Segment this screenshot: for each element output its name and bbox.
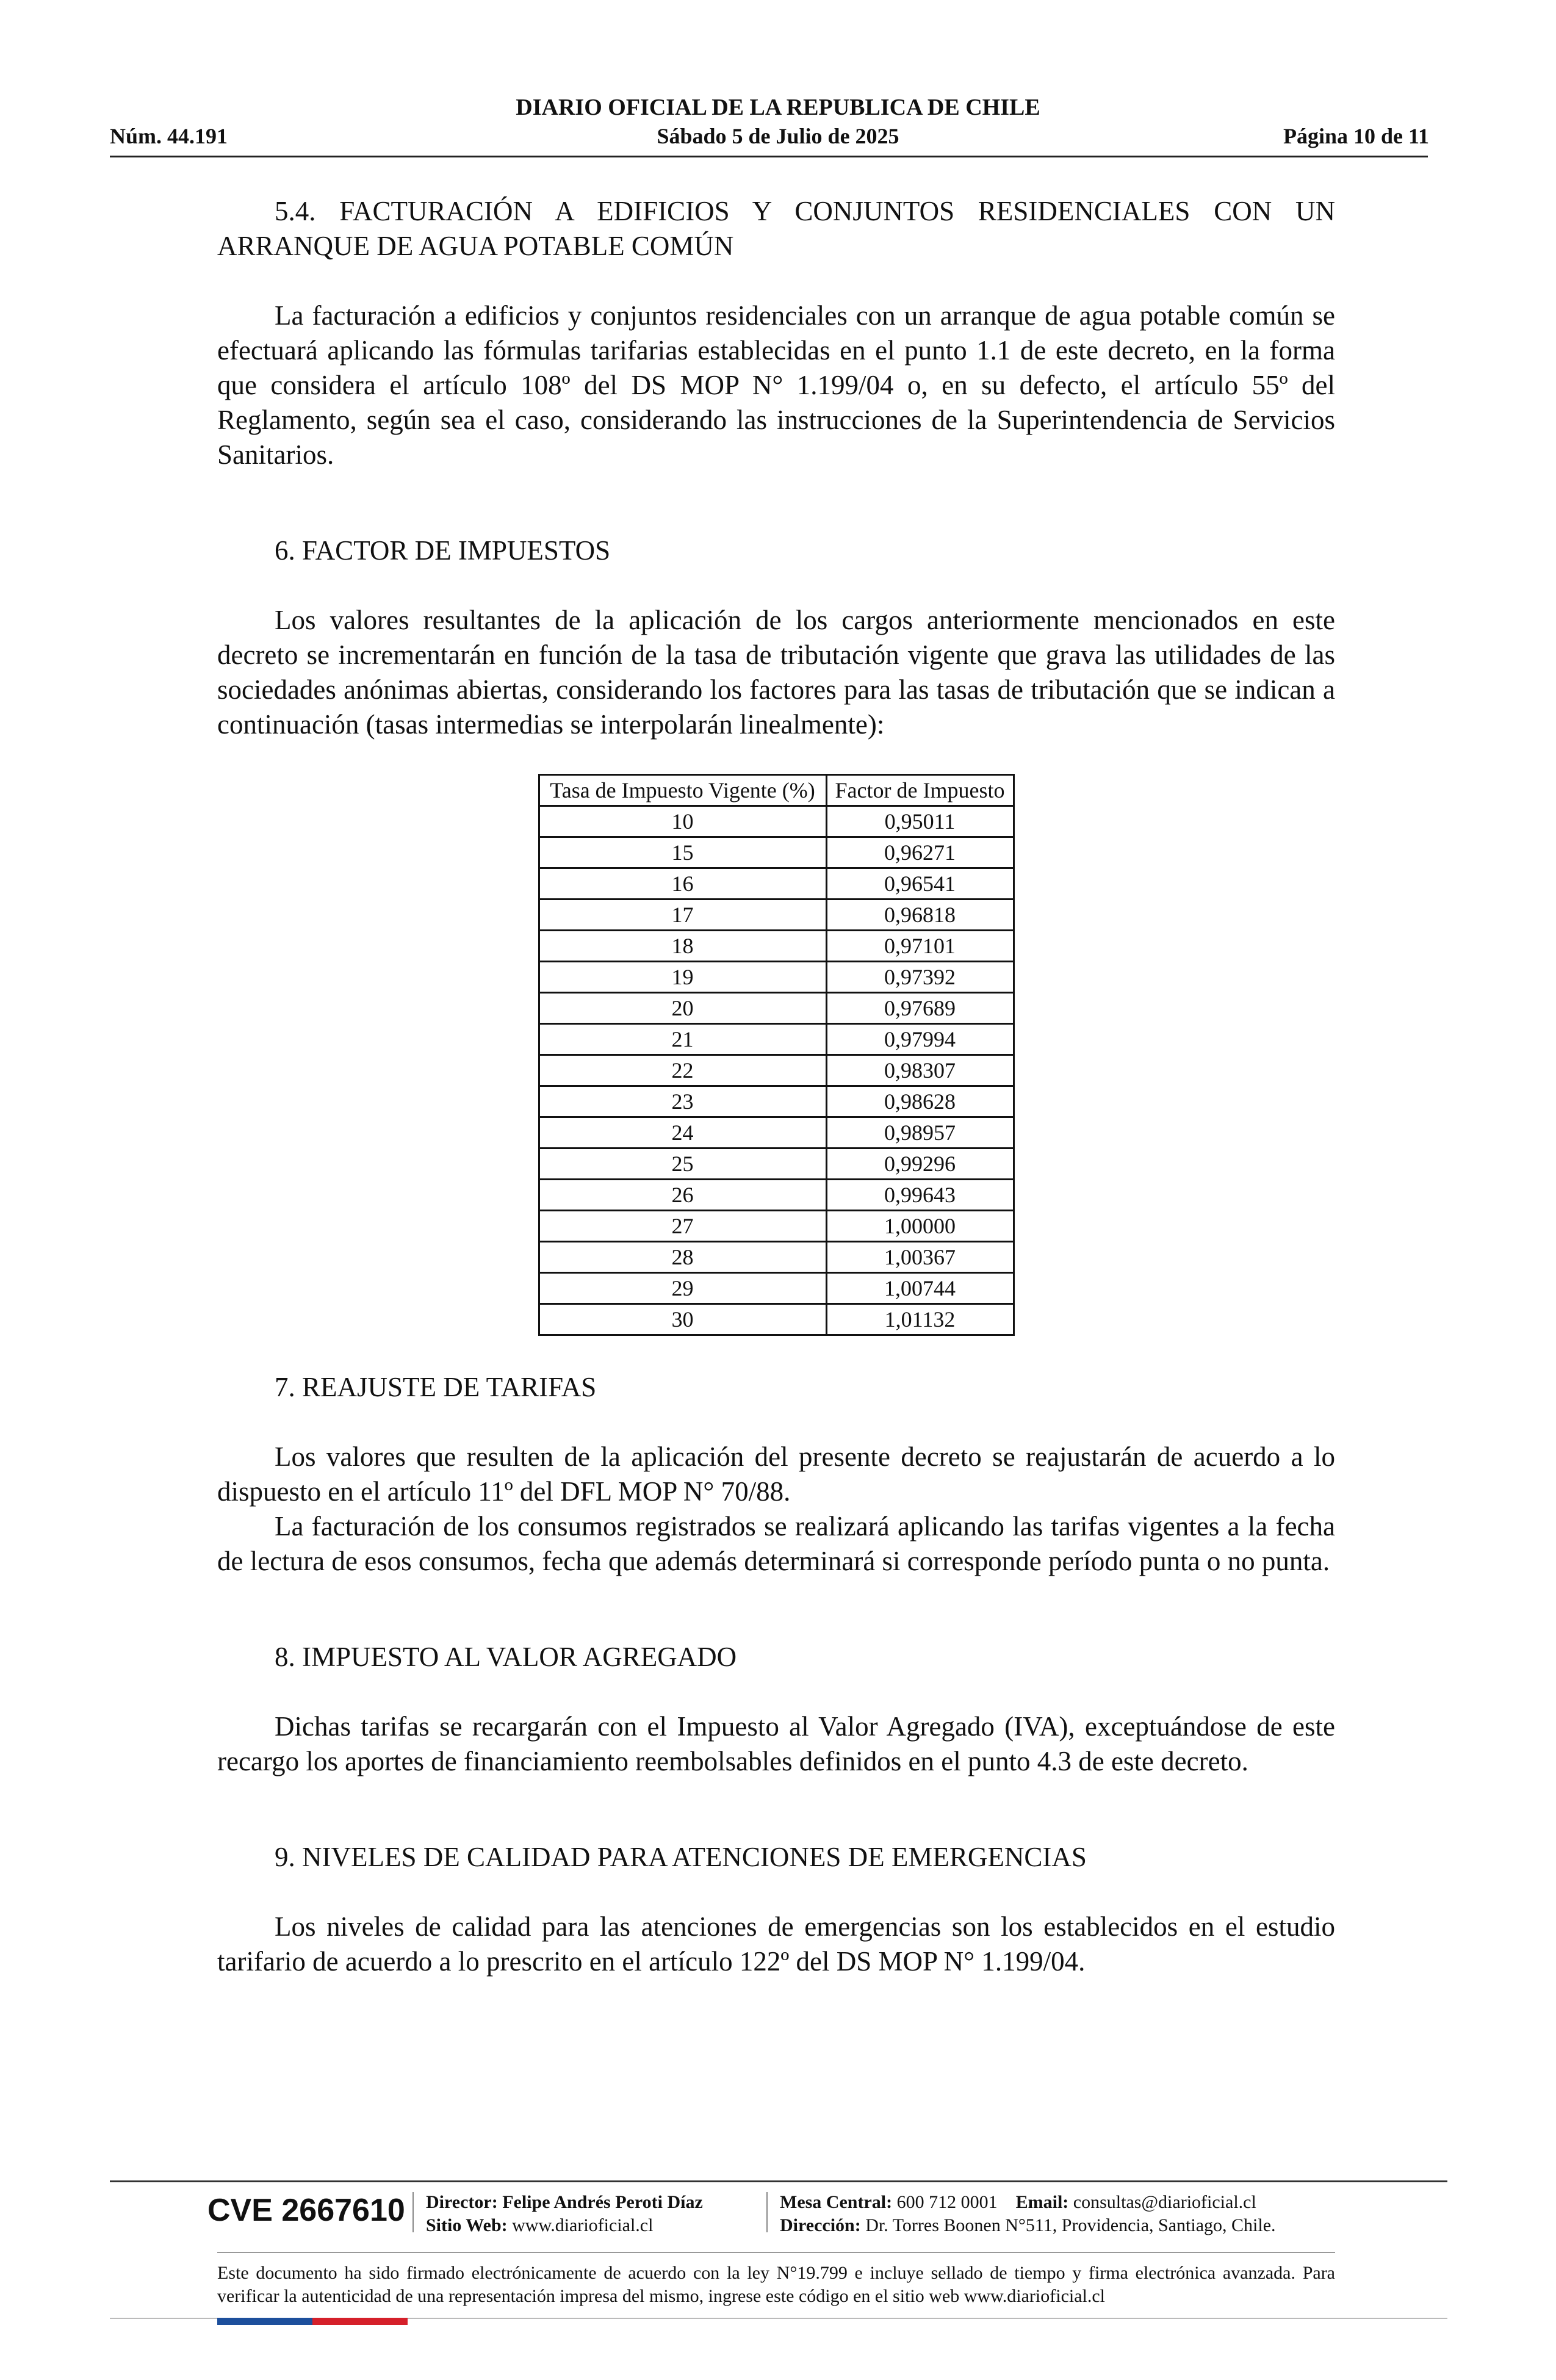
section-6-paragraph: Los valores resultantes de la aplicación de los cargos anteriormente mencionados en este decreto se incrementarán en función de la tasa de tributación vigente que grava las utilidades de las sociedades anónimas abiertas, considerando los factores para las tasas de tributación que se indican a continuación (tasas intermedias se interpolarán linealmente): — [217, 605, 1335, 740]
email-label: Email: — [1015, 2192, 1069, 2212]
rate-cell: 18 — [539, 931, 826, 962]
section-7-paragraph-1: Los valores que resulten de la aplicación del presente decreto se reajustarán de acuerdo a lo dispuesto en el artículo 11º del DFL MOP N° 70/88. — [217, 1441, 1335, 1507]
factor-cell: 1,00367 — [826, 1242, 1014, 1273]
table-row — [539, 1024, 1014, 1055]
table-row — [539, 837, 1014, 868]
section-9-paragraph: Los niveles de calidad para las atenciones de emergencias son los establecidos en el estudio tarifario de acuerdo a lo prescrito en el artículo 122º del DS MOP N° 1.199/04. — [217, 1911, 1335, 1977]
address-value: Dr. Torres Boonen N°511, Providencia, Santiago, Chile. — [865, 2215, 1276, 2235]
footer-director-block — [426, 2191, 703, 2237]
rate-cell: 23 — [539, 1086, 826, 1117]
rate-cell: 28 — [539, 1242, 826, 1273]
rate-cell: 22 — [539, 1055, 826, 1086]
email-link[interactable]: consultas@diarioficial.cl — [1073, 2192, 1256, 2212]
website-label: Sitio Web: — [426, 2215, 508, 2235]
factor-cell: 0,97689 — [826, 993, 1014, 1024]
factor-cell: 0,96271 — [826, 837, 1014, 868]
rate-cell: 30 — [539, 1304, 826, 1335]
table-row — [539, 1117, 1014, 1149]
factor-cell: 0,99296 — [826, 1149, 1014, 1180]
table-row — [539, 1086, 1014, 1117]
table-row — [539, 900, 1014, 931]
section-5-4-paragraph: La facturación a edificios y conjuntos residenciales con un arranque de agua potable común se efectuará aplicando las fórmulas tarifarias establecidas en el punto 1.1 de este decreto, en la forma que considera el artículo 108º del DS MOP N° 1.199/04 o, en su defecto, el artículo 55º del Reglamento, según sea el caso, considerando las instrucciones de la Superintendencia de Servicios Sanitarios. — [217, 300, 1335, 470]
factor-cell: 0,99643 — [826, 1180, 1014, 1211]
rate-cell: 19 — [539, 962, 826, 993]
director-name: Felipe Andrés Peroti Díaz — [502, 2192, 703, 2212]
section-9-heading: 9. NIVELES DE CALIDAD PARA ATENCIONES DE EMERGENCIAS — [275, 1842, 1087, 1872]
table-row — [539, 1055, 1014, 1086]
section-7-paragraph-2: La facturación de los consumos registrados se realizará aplicando las tarifas vigentes a la fecha de lectura de esos consumos, fecha que además determinará si corresponde período punta o no punta. — [217, 1511, 1335, 1576]
phone-number: 600 712 0001 — [896, 2192, 998, 2212]
factor-cell: 0,97101 — [826, 931, 1014, 962]
factor-cell: 0,97392 — [826, 962, 1014, 993]
table-row — [539, 962, 1014, 993]
table-row — [539, 993, 1014, 1024]
factor-cell: 0,98307 — [826, 1055, 1014, 1086]
rate-cell: 15 — [539, 837, 826, 868]
tax-factor-table-wrapper — [217, 774, 1335, 1336]
table-row — [539, 868, 1014, 900]
rate-cell: 16 — [539, 868, 826, 900]
table-row — [539, 931, 1014, 962]
flag-stripe-red — [312, 2318, 408, 2325]
section-8-heading: 8. IMPUESTO AL VALOR AGREGADO — [275, 1642, 737, 1672]
legal-notice: Este documento ha sido firmado electrónicamente de acuerdo con la ley N°19.799 e incluye sellado de tiempo y firma electrónica avanzada. Para verificar la autenticidad de una representación impresa del mismo, ingrese este código en el sitio web www.diarioficial.cl — [217, 2263, 1335, 2306]
tax-factor-table — [538, 774, 1015, 1336]
column-header-factor: Factor de Impuesto — [826, 775, 1014, 806]
newspaper-title: DIARIO OFICIAL DE LA REPUBLICA DE CHILE — [516, 95, 1040, 120]
footer-contact-block — [780, 2191, 1276, 2237]
issue-number: Núm. 44.191 — [110, 124, 228, 148]
issue-date: Sábado 5 de Julio de 2025 — [657, 124, 899, 148]
address-label: Dirección: — [780, 2215, 861, 2235]
section-7-heading: 7. REAJUSTE DE TARIFAS — [275, 1372, 597, 1402]
factor-cell: 0,98957 — [826, 1117, 1014, 1149]
factor-cell: 0,95011 — [826, 806, 1014, 837]
section-5-4-heading: 5.4. FACTURACIÓN A EDIFICIOS Y CONJUNTOS RESIDENCIALES CON UN — [275, 196, 1335, 226]
rate-cell: 25 — [539, 1149, 826, 1180]
section-8-paragraph: Dichas tarifas se recargarán con el Impuesto al Valor Agregado (IVA), exceptuándose de este recargo los aportes de financiamiento reembolsables definidos en el punto 4.3 de este decreto. — [217, 1711, 1335, 1776]
footer-divider-top — [110, 2180, 1447, 2182]
rate-cell: 29 — [539, 1273, 826, 1304]
table-row — [539, 1211, 1014, 1242]
factor-cell: 0,97994 — [826, 1024, 1014, 1055]
rate-cell: 20 — [539, 993, 826, 1024]
factor-cell: 1,00000 — [826, 1211, 1014, 1242]
phone-label: Mesa Central: — [780, 2192, 893, 2212]
footer-separator — [412, 2192, 414, 2232]
rate-cell: 10 — [539, 806, 826, 837]
footer-separator — [766, 2192, 768, 2232]
rate-cell: 17 — [539, 900, 826, 931]
rate-cell: 26 — [539, 1180, 826, 1211]
flag-stripe-blue — [217, 2318, 312, 2325]
director-label: Director: — [426, 2192, 498, 2212]
page-indicator: Página 10 de 11 — [1283, 124, 1429, 148]
factor-cell: 0,96818 — [826, 900, 1014, 931]
factor-cell: 1,00744 — [826, 1273, 1014, 1304]
rate-cell: 27 — [539, 1211, 826, 1242]
factor-cell: 0,98628 — [826, 1086, 1014, 1117]
cve-code: CVE 2667610 — [207, 2193, 405, 2228]
table-row — [539, 1273, 1014, 1304]
column-header-rate: Tasa de Impuesto Vigente (%) — [539, 775, 826, 806]
rate-cell: 21 — [539, 1024, 826, 1055]
factor-cell: 0,96541 — [826, 868, 1014, 900]
table-row — [539, 806, 1014, 837]
website-link[interactable]: www.diarioficial.cl — [512, 2215, 654, 2235]
table-row — [539, 1180, 1014, 1211]
section-6-heading: 6. FACTOR DE IMPUESTOS — [275, 535, 611, 566]
factor-cell: 1,01132 — [826, 1304, 1014, 1335]
footer-divider-mid — [217, 2252, 1335, 2253]
table-row — [539, 1304, 1014, 1335]
table-row — [539, 1149, 1014, 1180]
table-header-row — [539, 775, 1014, 806]
section-5-4-heading-cont: ARRANQUE DE AGUA POTABLE COMÚN — [217, 231, 734, 261]
rate-cell: 24 — [539, 1117, 826, 1149]
header-divider — [110, 156, 1428, 157]
table-row — [539, 1242, 1014, 1273]
document-body — [217, 194, 1335, 1979]
